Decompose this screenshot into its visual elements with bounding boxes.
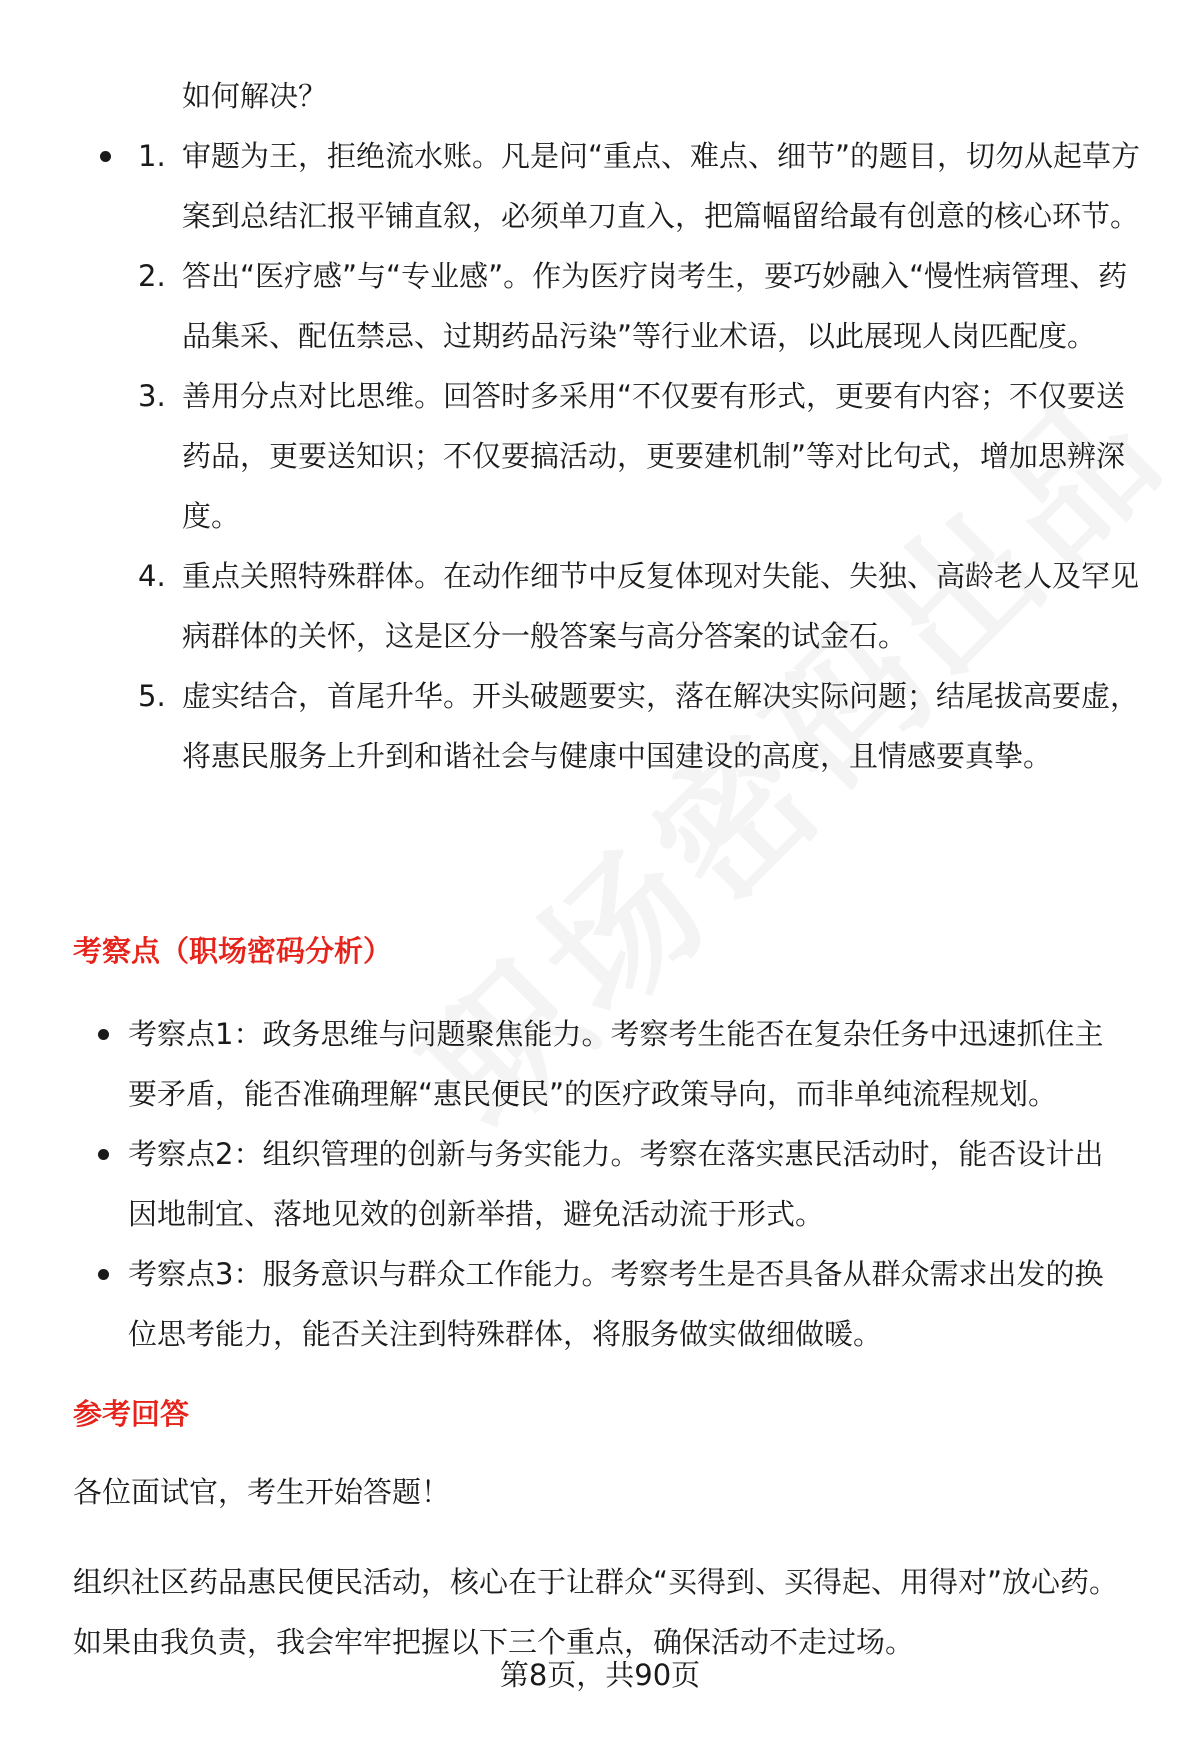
bullet-icon bbox=[100, 151, 111, 162]
list-item bbox=[0, 246, 1142, 366]
item-number: 2. bbox=[138, 259, 166, 293]
item-text: 审题为王，拒绝流水账。凡是问“重点、难点、细节”的题目，切勿从起草方案到总结汇报平铺直叙，必须单刀直入，把篇幅留给最有创意的核心环节。 bbox=[182, 139, 1141, 233]
item-number: 4. bbox=[138, 559, 166, 593]
list-item bbox=[0, 1004, 1128, 1124]
continuation-line: 如何解决？ bbox=[182, 79, 328, 113]
solution-list bbox=[0, 126, 1200, 786]
item-number: 1. bbox=[138, 139, 166, 173]
list-item bbox=[0, 126, 1142, 246]
item-text: 考察点1：政务思维与问题聚焦能力。考察考生能否在复杂任务中迅速抓住主要矛盾，能否准确理解“惠民便民”的医疗政策导向，而非单纯流程规划。 bbox=[128, 1017, 1104, 1111]
page-footer: 第8页，共90页 bbox=[499, 1658, 701, 1692]
list-item bbox=[0, 666, 1142, 786]
item-text: 善用分点对比思维。回答时多采用“不仅要有形式，更要有内容；不仅要送药品，更要送知识；不仅要搞活动，更要建机制”等对比句式，增加思辨深度。 bbox=[182, 379, 1126, 533]
section-heading-points: 考察点（职场密码分析） bbox=[73, 934, 393, 968]
item-text: 考察点2：组织管理的创新与务实能力。考察在落实惠民活动时，能否设计出因地制宜、落地见效的创新举措，避免活动流于形式。 bbox=[128, 1137, 1104, 1231]
list-item bbox=[0, 1244, 1128, 1364]
bullet-icon bbox=[98, 1269, 109, 1280]
item-text: 考察点3：服务意识与群众工作能力。考察考生是否具备从群众需求出发的换位思考能力，能否关注到特殊群体，将服务做实做细做暖。 bbox=[128, 1257, 1104, 1351]
answer-paragraph: 组织社区药品惠民便民活动，核心在于让群众“买得到、买得起、用得对”放心药。如果由我负责，我会牢牢把握以下三个重点，确保活动不走过场。 bbox=[73, 1565, 1119, 1659]
section-heading-answer: 参考回答 bbox=[73, 1397, 190, 1431]
item-number: 3. bbox=[138, 379, 166, 413]
list-item bbox=[0, 366, 1142, 546]
bullet-icon bbox=[98, 1029, 109, 1040]
points-list bbox=[0, 1004, 1200, 1364]
list-item bbox=[0, 1124, 1128, 1244]
answer-greeting: 各位面试官，考生开始答题！ bbox=[73, 1475, 451, 1509]
item-number: 5. bbox=[138, 679, 166, 713]
bullet-icon bbox=[98, 1149, 109, 1160]
item-text: 虚实结合，首尾升华。开头破题要实，落在解决实际问题；结尾拔高要虚，将惠民服务上升到和谐社会与健康中国建设的高度，且情感要真挚。 bbox=[182, 679, 1140, 773]
item-text: 答出“医疗感”与“专业感”。作为医疗岗考生，要巧妙融入“慢性病管理、药品集采、配伍禁忌、过期药品污染”等行业术语，以此展现人岗匹配度。 bbox=[182, 259, 1128, 353]
item-text: 重点关照特殊群体。在动作细节中反复体现对失能、失独、高龄老人及罕见病群体的关怀，这是区分一般答案与高分答案的试金石。 bbox=[182, 559, 1140, 653]
list-item bbox=[0, 546, 1142, 666]
